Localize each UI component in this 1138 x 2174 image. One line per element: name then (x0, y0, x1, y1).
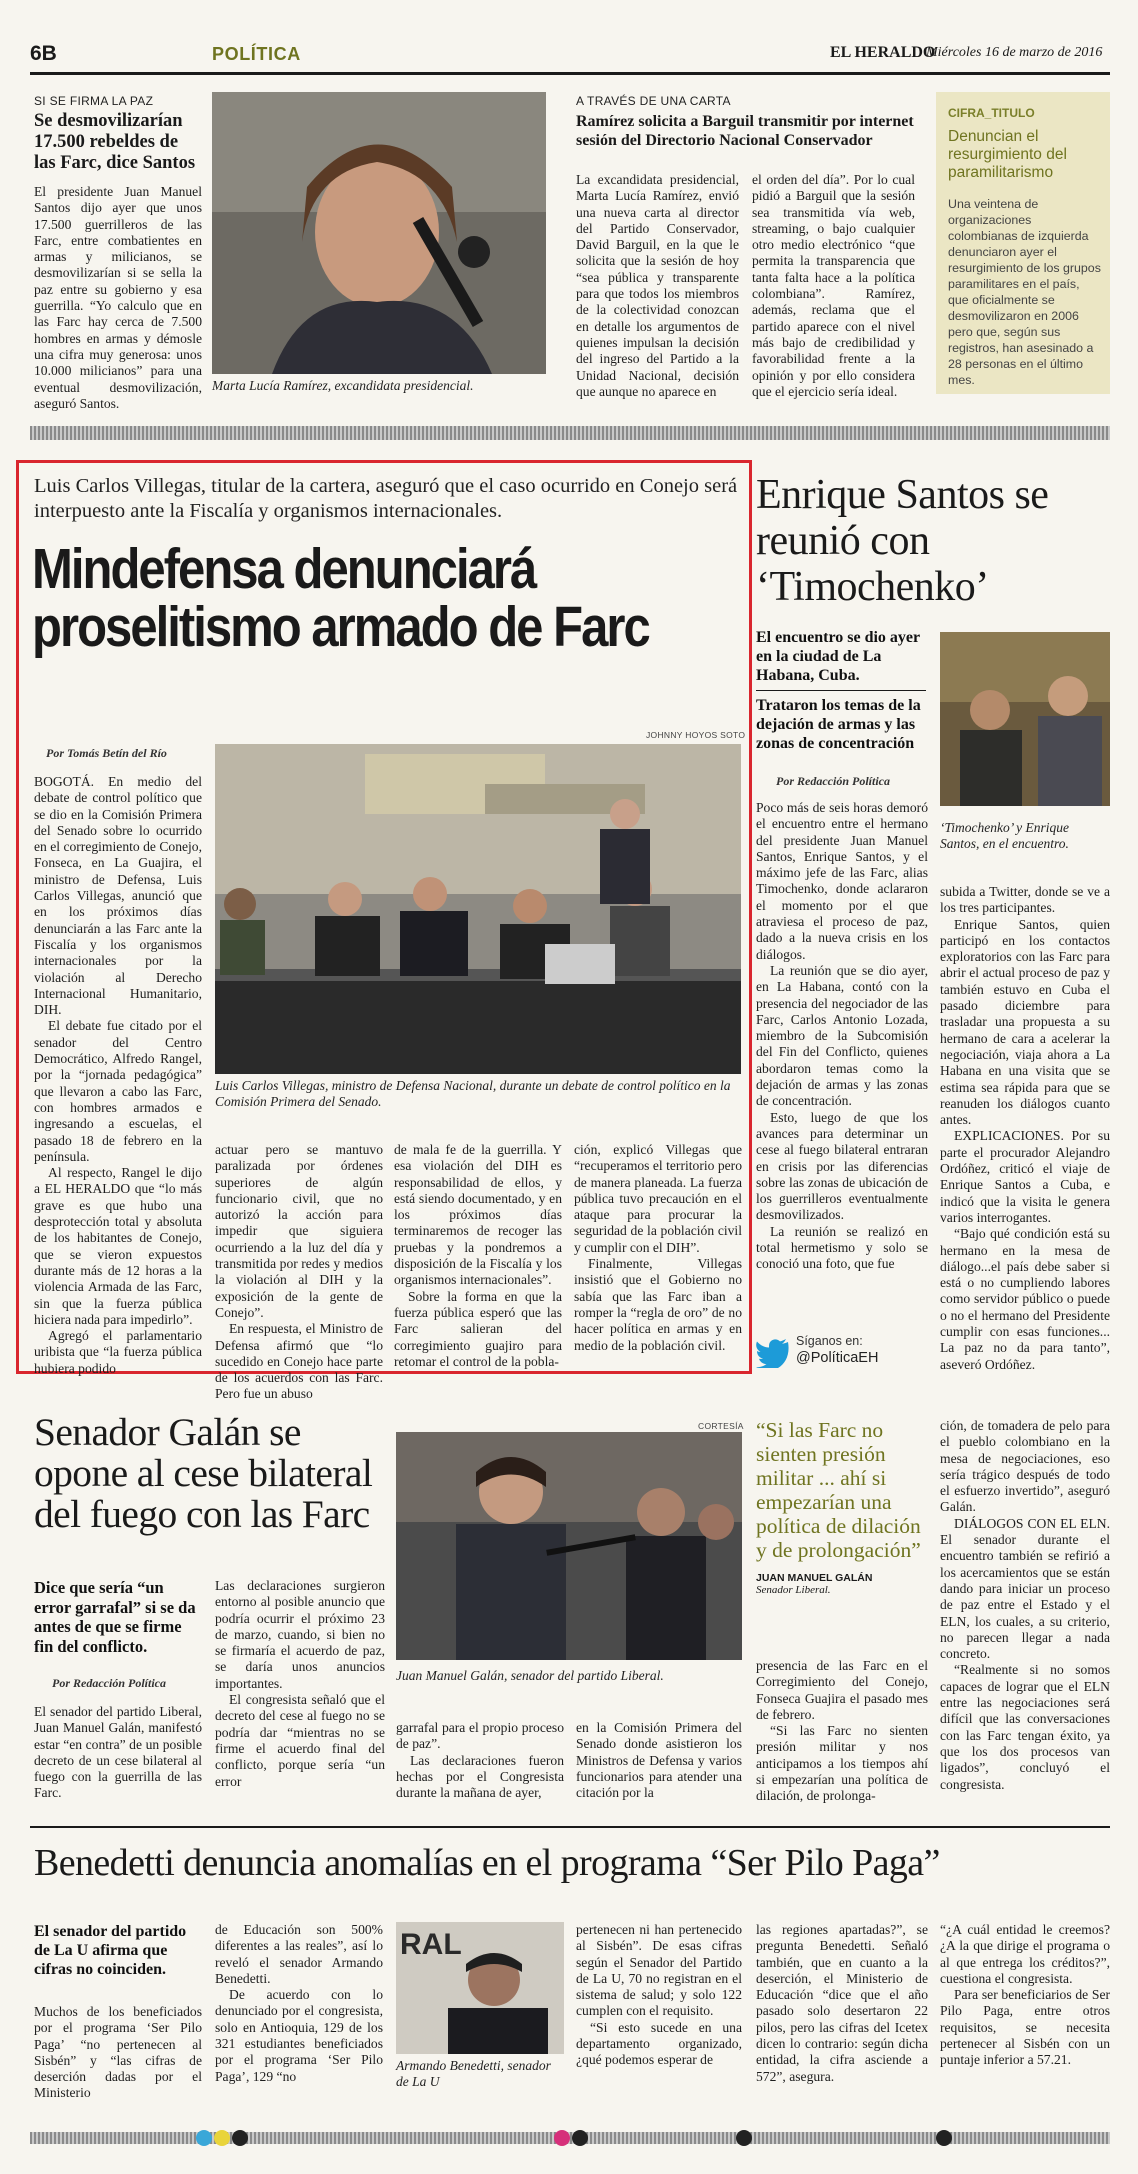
benedetti-col1: Muchos de los beneficiados por el programa ‘Ser Pilo Paga’ “no pertenecen al Sisbén” y “las cifras de deserción dadas por el Ministerio (34, 2004, 202, 2101)
benedetti-col2-p1: de Educación son 500% diferentes a las reales”, así lo reveló el senador Armando Benedetti. (215, 1922, 383, 1986)
photo-villegas-senado (215, 744, 741, 1074)
photo-timochenko-santos (940, 632, 1110, 806)
photo-marta-lucia-ramirez (212, 92, 546, 374)
main-col4-p2: Finalmente, Villegas insistió que el Gobierno no sabía que las Farc iban a romper la “regla de oro” de no hacer política en armas y en medio de la población civil. (574, 1256, 742, 1353)
benedetti-col3 (576, 1922, 742, 2069)
twitter-bird-icon (756, 1338, 790, 1368)
santos-col1 (756, 800, 928, 1273)
registration-dot-black-3 (736, 2130, 752, 2146)
galan-col5-p2: “Si las Farc no sienten presión militar y nos anticipamos a los tiempos ahí si empezarían una política de dilación, de prolonga- (756, 1723, 928, 1804)
santos-deck2: Trataron los temas de la dejación de armas y las zonas de concentración (756, 697, 921, 752)
main-col4-p1: ción, explicó Villegas que “recuperamos el territorio pero de manera planeada. La fuerza pública tuvo precaución en el ataque para procurar la seguridad de la población civil y cumplir con el DIH”. (574, 1142, 742, 1255)
portrait-illustration (212, 92, 546, 374)
galan-headline: Senador Galán se opone al cese bilateral del fuego con las Farc (34, 1410, 373, 1536)
main-col2-p1: actuar pero se mantuvo paralizada por órdenes superiores de algún funcionario civil, que no autorizó la acción para impedir que siguiera ocurriendo a la luz del día y transmitida por redes y medios la violación al DIH y la exposición de la gente de Conejo”. (215, 1142, 383, 1320)
main-col3-p1: de mala fe de la guerrilla. Y esa violación del DIH es responsabilidad de ellos, y está siendo documentado, y en los próximos días terminaremos de recoger las pruebas y la pondremos a disposición de la Fiscalía y los organismos internacionales”. (394, 1142, 562, 1288)
main-photo-credit: JOHNNY HOYOS SOTO (646, 730, 746, 740)
galan-col1: El senador del partido Liberal, Juan Manuel Galán, manifestó estar “en contra” de un posible decreto de un cese bilateral al fuego con la guerrilla de las Farc. (34, 1704, 202, 1801)
cifra-box (936, 92, 1110, 394)
main-col1-p4: Agregó el parlamentario uribista que “la fuerza pública hubiera podido (34, 1328, 202, 1376)
benedetti-col4 (756, 1922, 928, 2085)
issue-date: Miércoles 16 de marzo de 2016 (926, 45, 1103, 60)
santos-col2 (940, 884, 1110, 1373)
santos-headline: Enrique Santos se reunió con ‘Timochenko’ (756, 472, 1049, 610)
main-col3-p2: Sobre la forma en que la fuerza pública esperó que las Farc salieran del corregimiento guajiro para retomar el control de la pobla- (394, 1288, 562, 1369)
ramirez-kicker: A TRAVÉS DE UNA CARTA (576, 94, 731, 108)
registration-dot-yellow (214, 2130, 230, 2146)
main-col3 (394, 1142, 562, 1370)
ramirez-col1: La excandidata presidencial, Marta Lucía Ramírez, envió una nueva carta al director del Partido Conservador, David Barguil, en la que le solicita que la sesión de hoy “sea pública y transparente para que todos los miembros de la colectividad conozcan en detalle los argumentos de quienes impulsan la decisión del ingreso del Partido a la Unidad Nacional, decisión que aunque no aparece en (576, 172, 739, 399)
brief-santos-desmovilizacion (34, 94, 202, 412)
santos-deck-rule (756, 690, 926, 691)
registration-dot-black-2 (572, 2130, 588, 2146)
brief-body: El presidente Juan Manuel Santos dijo ayer que unos 17.500 guerrilleros de las Farc, entre combatientes en armas y milicianos, se desmovilizarían si se sella la paz entre su gobierno y esa guerrilla. “Yo calculo que en las Farc hay cerca de 7.500 hombres en armas y démosle una cifra muy generosa: unos 10.000 milicianos” para una eventual desmovilización, aseguró Santos. (34, 184, 202, 411)
galan-col3-p2: Las declaraciones fueron hechas por el Congresista durante la mañana de ayer, (396, 1752, 564, 1801)
santos-deck1: El encuentro se dio ayer en la ciudad de La Habana, Cuba. (756, 629, 920, 684)
registration-dot-magenta (554, 2130, 570, 2146)
santos-col2-p2: Enrique Santos, quien participó en los contactos exploratorios con las Farc para abrir el actual proceso de paz y también estuvo en Cuba el pasado diciembre para trasladar una propuesta a su hermano de cara a acelerar la negociación, viaja ahora a La Habana en una visita que se estima sea rápida para que se reanuden los diálogos cuanto antes. (940, 916, 1110, 1128)
pull-quote-role: Senador Liberal. (756, 1584, 831, 1596)
galan-col3 (396, 1720, 564, 1801)
cifra-label: CIFRA_TITULO (948, 106, 1035, 120)
galan-col5-p1: presencia de las Farc en el Corregimiento del Conejo, Fonseca Guajira el pasado mes de febrero. (756, 1658, 928, 1722)
galan-photo-credit: CORTESÍA (698, 1421, 744, 1431)
galan-bottom-rule (30, 1826, 1110, 1828)
santos-col2-p1: subida a Twitter, donde se ve a los tres participantes. (940, 884, 1110, 916)
benedetti-headline: Benedetti denuncia anomalías en el programa “Ser Pilo Paga” (34, 1842, 940, 1884)
galan-col2-p1: Las declaraciones surgieron entorno al posible anuncio que podría ocurrir el próximo 23 de marzo, cuando, si bien no se firmaría el acuerdo de paz, se daría unos anuncios importantes. (215, 1578, 385, 1691)
galan-illustration (396, 1432, 742, 1660)
galan-col5 (756, 1658, 928, 1805)
benedetti-col5-p1: “¿A cuál entidad le creemos? ¿A la que dirige el programa o al que entrega los créditos?”, cuestiona el congresista. (940, 1922, 1110, 1986)
galan-byline: Por Redacción Política (52, 1676, 166, 1690)
section-label: POLÍTICA (212, 44, 301, 64)
meeting-illustration (940, 632, 1110, 806)
top-photo-caption: Marta Lucía Ramírez, excandidata presidencial. (212, 378, 474, 393)
main-col1-p3: Al respecto, Rangel le dijo a EL HERALDO que “lo más grave es que hubo una desprotección total y absoluta de los habitantes de Conejo, que se vieron expuestos durante más de 12 horas a la violencia Armada de las Farc, sin que la fuerza pública hiciera nada para impedirlo”. (34, 1165, 202, 1327)
benedetti-col2 (215, 1922, 383, 2085)
benedetti-col4-p1: las regiones apartadas?”, se pregunta Benedetti. Señaló también, que en cuanto a la deserción, el Ministerio de Educación “dice que el año pasado solo desertaron 22 pilos, pero las cifras del Icetex dicen lo contrario: según dicha entidad, la cifra asciende a 572”, asegura. (756, 1922, 928, 2084)
benedetti-col3-p1: pertenecen ni han pertenecido al Sisbén”. De esas cifras según el Senador del Partido de La U, 70 no registran en el sistema de salud; y solo 122 cumplen con el requisito. (576, 1922, 742, 2019)
galan-deck: Dice que sería “un error garrafal” si se da antes de que se firme fin del conflicto. (34, 1578, 196, 1656)
cifra-body: Una veintena de organizaciones colombianas de izquierda denunciaron ayer el resurgimiento de los grupos paramilitares en el país, que oficialmente se desmovilizaron en 2006 pero que, según sus registros, han asesinado a 28 personas en el último mes. (948, 197, 1101, 387)
story-ramirez-barguil (576, 94, 916, 399)
page-header (30, 42, 1110, 70)
main-col2-p2: En respuesta, el Ministro de Defensa afirmó que “lo sucedido en Conejo hace parte de los acuerdos con las Farc. Pero fue un abuso (215, 1321, 383, 1402)
pull-quote-name: JUAN MANUEL GALÁN (756, 1572, 873, 1584)
registration-marks (196, 2130, 1096, 2146)
santos-col1-p2: La reunión que se dio ayer, en La Habana, contó con la presencia del negociador de las Farc, Carlos Antonio Lozada, miembro de la Subcomisión del Fin del Conflicto, quienes abordaron temas como la dejación de armas y las zonas de concentración. (756, 962, 928, 1109)
photo-armando-benedetti (396, 1922, 564, 2054)
main-col1 (34, 774, 202, 1377)
benedetti-illustration (396, 1922, 564, 2054)
twitter-label: Síganos en: (796, 1334, 863, 1348)
svg-text:RAL: RAL (400, 1928, 462, 1961)
main-byline: Por Tomás Betín del Río (46, 746, 167, 760)
pull-quote-text: “Si las Farc no sienten presión militar ... ahí si empezarían una política de dilación y de prolongación” (756, 1418, 921, 1562)
benedetti-col3-p2: “Si esto sucede en una departamento organizado, ¿qué podemos esperar de (576, 2019, 742, 2068)
ramirez-headline: Ramírez solicita a Barguil transmitir por internet sesión del Directorio Nacional Conservador (576, 113, 914, 149)
santos-col2-p4: “Bajo qué condición está su hermano en la mesa de diálogo...el país debe saber si está o no cumpliendo labores como servidor público o puede o no el hermano del Presidente cumplir con esas funciones... La paz no da para tanto”, aseveró Ordóñez. (940, 1226, 1110, 1372)
main-headline: Mindefensa denunciará proselitismo armado de Farc (32, 537, 649, 659)
page-number: 6B (30, 42, 57, 65)
benedetti-col5 (940, 1922, 1110, 2069)
galan-pull-quote (756, 1418, 928, 1596)
santos-col1-p1: Poco más de seis horas demoró el encuentro entre el hermano del presidente Juan Manuel Santos, Enrique Santos, y el máximo jefe de las Farc, alias Timochenko, donde aclararon el momento por el que atraviesa el proceso de paz, dado a la nueva crisis en los diálogos. (756, 800, 928, 962)
galan-photo-caption: Juan Manuel Galán, senador del partido Liberal. (396, 1668, 664, 1683)
galan-col6-p3: “Realmente si no somos capaces de lograr que el ELN entre las negociaciones será difícil que las conversaciones con las Farc tengan éxito, ya que los dos procesos van ligados”, concluyó el congresista. (940, 1662, 1110, 1792)
santos-byline: Por Redacción Política (776, 774, 890, 788)
registration-dot-black (232, 2130, 248, 2146)
twitter-handle[interactable]: @PolíticaEH (796, 1350, 879, 1366)
galan-col3-p1: garrafal para el propio proceso de paz”. (396, 1720, 564, 1752)
twitter-follow[interactable] (756, 1334, 956, 1374)
header-rule (30, 72, 1110, 75)
brief-headline: Se desmovilizarían 17.500 rebeldes de las Farc, dice Santos (34, 111, 196, 173)
cifra-title: Denuncian el resurgimiento del paramilitarismo (948, 128, 1067, 181)
galan-col6 (940, 1418, 1110, 1793)
santos-col1-p4: La reunión se realizó en total hermetismo y solo se conoció una foto, que fue (756, 1223, 928, 1272)
benedetti-photo-caption: Armando Benedetti, senador de La U (396, 2058, 551, 2089)
registration-dot-cyan (196, 2130, 212, 2146)
galan-col2 (215, 1578, 385, 1790)
galan-col2-p2: El congresista señaló que el decreto del cese al fuego no se podría dar “mientras no se firme el acuerdo final del conflicto, porque sería “un error (215, 1692, 385, 1789)
benedetti-col2-p2: De acuerdo con lo denunciado por el congresista, solo en Antioquia, 129 de los 321 estudiantes beneficiados por el programa ‘Ser Pilo Paga’, 129 “no (215, 1987, 383, 2084)
galan-col6-p2: DIÁLOGOS CON EL ELN. El senador durante el encuentro también se refirió a los acercamientos que se están dando para iniciar un proceso de paz entre el Estado y el ELN, los cuales, a su criterio, no parecen llegar a nada concreto. (940, 1515, 1110, 1662)
benedetti-deck: El senador del partido de La U afirma que cifras no coinciden. (34, 1923, 187, 1978)
main-col4 (574, 1142, 742, 1354)
main-col2 (215, 1142, 383, 1403)
masthead: EL HERALDO (830, 44, 936, 61)
galan-col6-p1: ción, de tomadera de pelo para el pueblo colombiano en la mesa de negociaciones, eso sería trágico después de todo el esfuerzo invertido”, aseguró Galán. (940, 1418, 1110, 1515)
main-subhead: Luis Carlos Villegas, titular de la cartera, aseguró que el caso ocurrido en Conejo será interpuesto ante la Fiscalía y organismos internacionales. (34, 475, 738, 522)
galan-col4: en la Comisión Primera del Senado donde asistieron los Ministros de Defensa y varios funcionarios para atender una citación por la (576, 1720, 742, 1801)
main-photo-caption: Luis Carlos Villegas, ministro de Defensa Nacional, durante un debate de control político en la Comisión Primera del Senado. (215, 1078, 731, 1109)
ramirez-col2: el orden del día”. Por lo cual pidió a Barguil que la sesión sea transmitida vía web, streaming, o bajo cualquier otro medio electrónico “que permita la transparencia que tanta falta hace a la política colombiana”. Ramírez, además, reclama que el partido aparece con el nivel más bajo de credibilidad y favorabilidad frente a la opinión y por ello considera que el ejercicio sería ideal. (752, 172, 915, 399)
registration-dot-black-4 (936, 2130, 952, 2146)
santos-photo-caption: ‘Timochenko’ y Enrique Santos, en el encuentro. (940, 820, 1069, 851)
santos-col2-p3: EXPLICACIONES. Por su parte el procurador Alejandro Ordóñez, criticó el viaje de Enrique Santos a Cuba, e indicó que la visita le genera varios interrogantes. (940, 1128, 1110, 1225)
main-col1-p2: El debate fue citado por el senador del Centro Democrático, Alfredo Rangel, por la “jornada pedagógica” que llevaron a cabo las Farc, con hombres armados e ingresando a escuelas, el pasado 18 de febrero en la península. (34, 1018, 202, 1164)
main-col1-p1: BOGOTÁ. En medio del debate de control político que se dio en la Comisión Primera del Senado sobre lo ocurrido en el corregimiento de Conejo, Fonseca, en La Guajira, el ministro de Defensa, Luis Carlos Villegas, anunció que en los próximos días denunciarán a las Farc ante la Fiscalía y los organismos internacionales por la violación al Derecho Internacional Humanitario, DIH. (34, 774, 202, 1018)
benedetti-col5-p2: Para ser beneficiarios de Ser Pilo Paga, entre otros requisitos, se necesita pertenecer al Sisbén con un puntaje inferior a 57.21. (940, 1987, 1110, 2068)
hearing-illustration (215, 744, 741, 1074)
santos-col1-p3: Esto, luego de que los avances para determinar un cese al fuego bilateral entraran en crisis por las diferencias sobre las zonas de ubicación de los guerrilleros eventualmente desmovilizados. (756, 1109, 928, 1223)
photo-juan-manuel-galan (396, 1432, 742, 1660)
brief-kicker: SI SE FIRMA LA PAZ (34, 94, 154, 108)
section-divider (30, 426, 1110, 440)
